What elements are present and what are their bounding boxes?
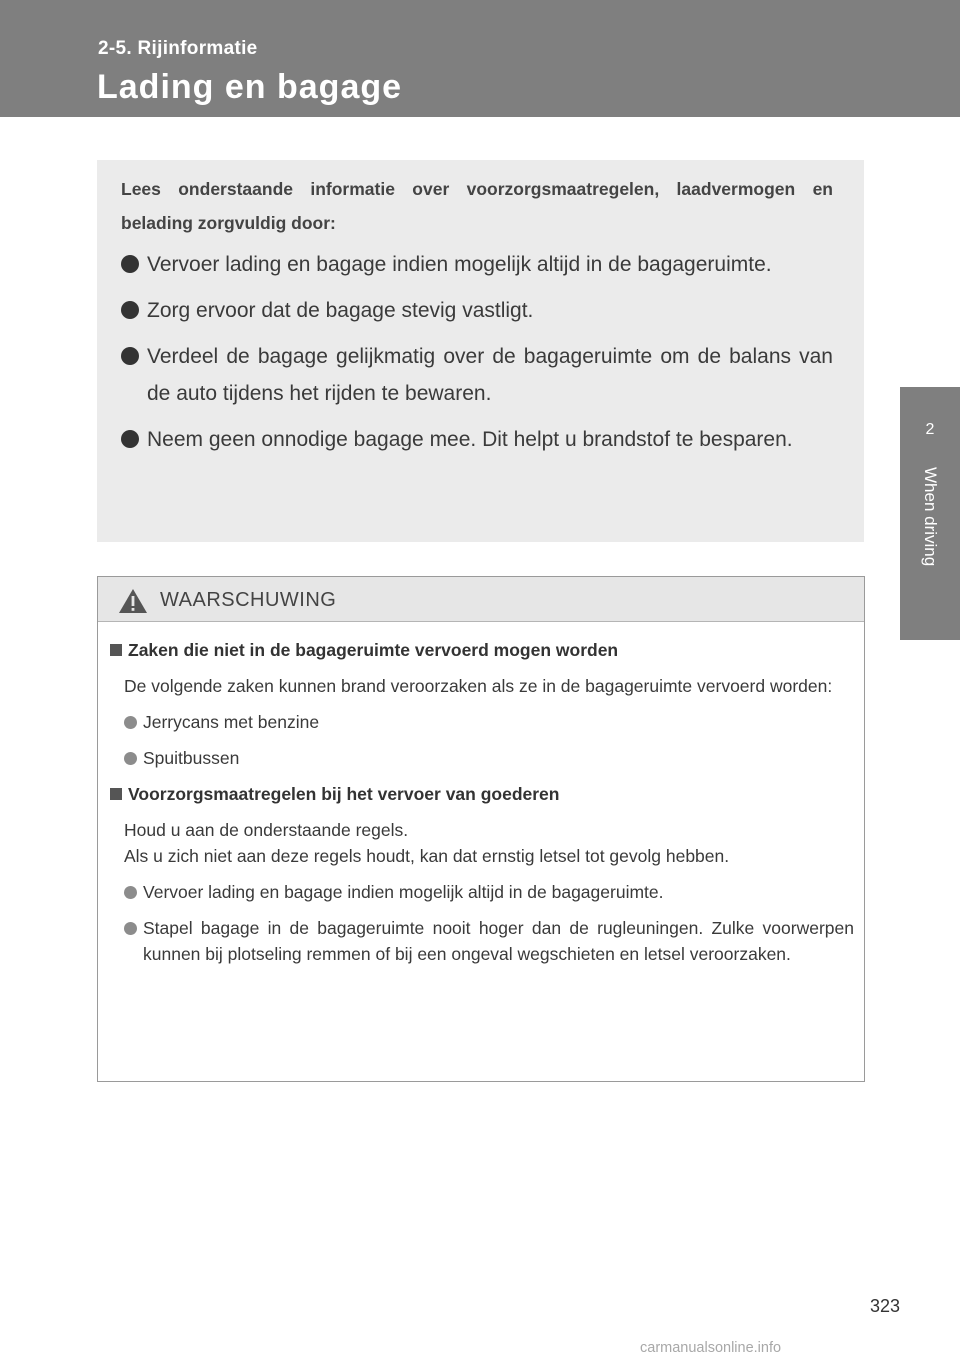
info-bullet-list xyxy=(121,246,833,467)
list-item-text: Verdeel de bagage gelijkmatig over de bagageruimte om de balans van de auto tijdens het rijden te bewaren. xyxy=(147,345,833,405)
list-item-text: Stapel bagage in de bagageruimte nooit hoger dan de rugleuningen. Zulke voorwerpen kunnen bij plotseling remmen of bij een ongeval wegschieten en letsel veroorzaken. xyxy=(143,918,854,964)
bullet-dot-icon xyxy=(121,347,139,365)
list-item xyxy=(121,292,833,329)
chapter-number: 2 xyxy=(925,421,935,438)
list-item xyxy=(121,421,833,458)
page-number: 323 xyxy=(869,1296,900,1316)
bullet-dot-icon xyxy=(121,255,139,273)
bullet-dot-icon xyxy=(124,752,137,765)
paragraph-line: Als u zich niet aan deze regels houdt, kan dat ernstig letsel tot gevolg hebben. xyxy=(124,846,730,866)
list-item xyxy=(124,745,854,771)
section-label: 2-5. Rijinformatie xyxy=(98,38,258,59)
list-item xyxy=(124,709,854,735)
warning-body xyxy=(98,637,864,977)
warning-section-heading xyxy=(98,637,864,663)
chapter-side-tab xyxy=(900,387,960,640)
bullet-dot-icon xyxy=(124,922,137,935)
heading-text: Voorzorgsmaatregelen bij het vervoer van goederen xyxy=(128,784,560,804)
bullet-dot-icon xyxy=(124,716,137,729)
warning-section-heading xyxy=(98,781,864,807)
list-item-text: Vervoer lading en bagage indien mogelijk altijd in de bagageruimte. xyxy=(147,253,772,276)
info-intro: Lees onderstaande informatie over voorzorgsmaatregelen, laadvermogen en belading zorgvuldig door: xyxy=(121,179,833,233)
list-item-text: Neem geen onnodige bagage mee. Dit helpt u brandstof te besparen. xyxy=(147,428,793,451)
list-item-text: Spuitbussen xyxy=(143,748,240,768)
paragraph-line: Houd u aan de onderstaande regels. xyxy=(124,820,409,840)
watermark: carmanualsonline.info xyxy=(640,1340,782,1356)
bullet-dot-icon xyxy=(124,886,137,899)
list-item-text: Vervoer lading en bagage indien mogelijk altijd in de bagageruimte. xyxy=(143,882,664,902)
heading-text: Zaken die niet in de bagageruimte vervoerd mogen worden xyxy=(128,640,619,660)
list-item xyxy=(124,879,854,905)
page-header xyxy=(0,0,960,117)
square-bullet-icon xyxy=(110,788,122,800)
square-bullet-icon xyxy=(110,644,122,656)
info-box xyxy=(97,160,864,542)
list-item xyxy=(124,915,854,967)
warning-title: WAARSCHUWING xyxy=(160,589,337,611)
list-item xyxy=(121,338,833,412)
warning-paragraph xyxy=(124,817,854,869)
chapter-label: When driving xyxy=(921,467,940,567)
warning-paragraph: De volgende zaken kunnen brand veroorzaken als ze in de bagageruimte vervoerd worden: xyxy=(124,676,833,696)
list-item-text: Zorg ervoor dat de bagage stevig vastligt. xyxy=(147,299,534,322)
page-title: Lading en bagage xyxy=(97,68,403,106)
bullet-dot-icon xyxy=(121,301,139,319)
warning-header xyxy=(98,577,864,622)
warning-box xyxy=(97,576,865,1082)
list-item-text: Jerrycans met benzine xyxy=(143,712,320,732)
warning-triangle-icon xyxy=(118,588,148,614)
list-item xyxy=(121,246,833,283)
bullet-dot-icon xyxy=(121,430,139,448)
